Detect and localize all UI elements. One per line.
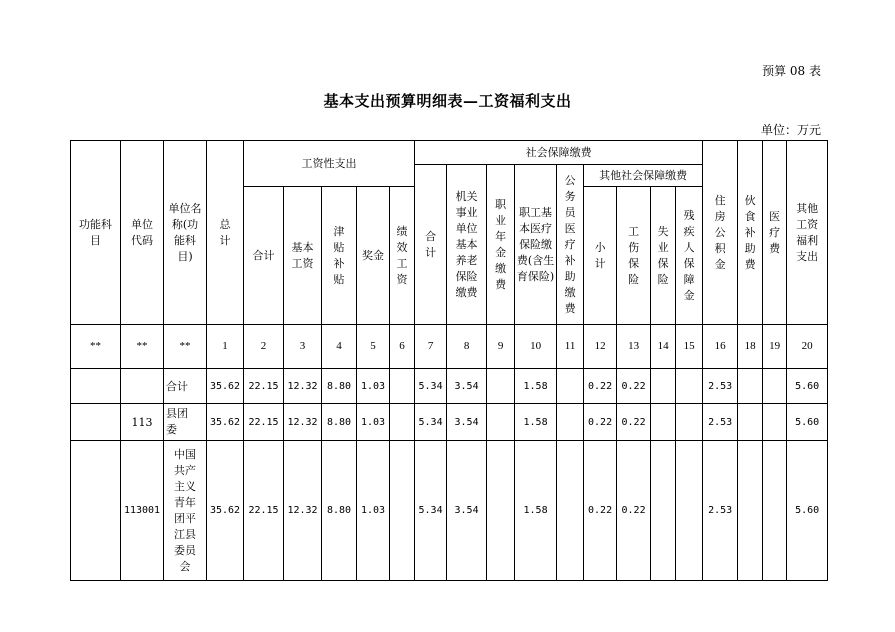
cell-value: 35.62 (207, 369, 244, 404)
cell-value: 8.80 (322, 404, 357, 441)
header-civil-medical: 公务员医疗补助缴费 (557, 165, 584, 325)
cell-value: 35.62 (207, 441, 244, 581)
index-cell: 13 (617, 325, 651, 369)
cell-value (557, 441, 584, 581)
index-row (71, 325, 828, 369)
cell-value (557, 369, 584, 404)
header-other-welfare: 其他工资福利支出 (787, 141, 828, 325)
cell-value: 5.34 (415, 441, 447, 581)
index-cell: 8 (447, 325, 487, 369)
header-total: 总计 (207, 141, 244, 325)
table-row-total (71, 369, 828, 404)
index-cell: 9 (487, 325, 515, 369)
cell-unit-code: 113001 (121, 441, 164, 581)
index-cell: ** (71, 325, 121, 369)
cell-value (763, 441, 787, 581)
header-other-subtotal: 小计 (584, 187, 617, 325)
cell-value: 0.22 (584, 404, 617, 441)
header-medical-fee: 医疗费 (763, 141, 787, 325)
index-cell: 15 (676, 325, 703, 369)
header-injury: 工伤保险 (617, 187, 651, 325)
cell-value: 0.22 (617, 404, 651, 441)
index-cell: 4 (322, 325, 357, 369)
cell-value: 1.03 (357, 369, 390, 404)
cell-value (390, 441, 415, 581)
index-cell: 19 (763, 325, 787, 369)
cell-value (390, 404, 415, 441)
cell-value: 0.22 (584, 441, 617, 581)
cell-value: 5.60 (787, 369, 828, 404)
cell-unit-code: 113 (121, 404, 164, 441)
cell-value (676, 369, 703, 404)
cell-value (763, 369, 787, 404)
index-cell: 5 (357, 325, 390, 369)
cell-value (651, 441, 676, 581)
cell-func-subject (71, 441, 121, 581)
header-wage-group: 工资性支出 (244, 141, 415, 187)
cell-value (487, 404, 515, 441)
cell-value: 5.60 (787, 441, 828, 581)
cell-value: 5.34 (415, 369, 447, 404)
table-row-org (71, 441, 828, 581)
page-title: 基本支出预算明细表—工资福利支出 (323, 92, 572, 110)
cell-unit-name: 合计 (164, 369, 207, 404)
header-performance: 绩效工资 (390, 187, 415, 325)
cell-value: 12.32 (284, 441, 322, 581)
cell-value (487, 369, 515, 404)
form-number: 预算 08 表 (762, 64, 821, 78)
cell-value (557, 404, 584, 441)
cell-value (676, 404, 703, 441)
cell-value: 1.58 (515, 369, 557, 404)
cell-value: 22.15 (244, 369, 284, 404)
header-unemployment: 失业保险 (651, 187, 676, 325)
cell-func-subject (71, 404, 121, 441)
index-cell: 20 (787, 325, 828, 369)
index-cell: 3 (284, 325, 322, 369)
cell-value: 2.53 (703, 369, 738, 404)
cell-value: 12.32 (284, 369, 322, 404)
header-func-subject: 功能科目 (71, 141, 121, 325)
cell-value: 35.62 (207, 404, 244, 441)
cell-value: 1.03 (357, 441, 390, 581)
index-cell: 18 (738, 325, 763, 369)
header-allowance: 津贴补贴 (322, 187, 357, 325)
index-cell: 12 (584, 325, 617, 369)
header-unit-name: 单位名称(功能科目) (164, 141, 207, 325)
index-cell: 11 (557, 325, 584, 369)
cell-value: 8.80 (322, 441, 357, 581)
index-cell: 2 (244, 325, 284, 369)
cell-value: 22.15 (244, 404, 284, 441)
cell-value: 2.53 (703, 404, 738, 441)
table-row-unit (71, 404, 828, 441)
header-meal: 伙食补助费 (738, 141, 763, 325)
index-cell: 14 (651, 325, 676, 369)
header-annuity: 职业年金缴费 (487, 165, 515, 325)
cell-value (676, 441, 703, 581)
header-basic-wage: 基本工资 (284, 187, 322, 325)
index-cell: 1 (207, 325, 244, 369)
header-social-total: 合计 (415, 165, 447, 325)
header-disability: 残疾人保障金 (676, 187, 703, 325)
cell-value: 12.32 (284, 404, 322, 441)
cell-value (738, 369, 763, 404)
cell-value: 5.34 (415, 404, 447, 441)
cell-unit-name: 县团委 (164, 404, 207, 441)
header-bonus: 奖金 (357, 187, 390, 325)
index-cell: 16 (703, 325, 738, 369)
cell-unit-code (121, 369, 164, 404)
header-medical: 职工基本医疗保险缴费(含生育保险) (515, 165, 557, 325)
cell-value (651, 404, 676, 441)
cell-unit-name: 中国共产主义青年团平江县委员会 (164, 441, 207, 581)
header-other-social-group: 其他社会保障缴费 (584, 165, 703, 187)
cell-value: 8.80 (322, 369, 357, 404)
budget-table (70, 140, 828, 581)
cell-value: 1.58 (515, 404, 557, 441)
index-cell: 10 (515, 325, 557, 369)
unit-label: 单位：万元 (760, 123, 821, 137)
cell-value (738, 404, 763, 441)
cell-value (763, 404, 787, 441)
cell-value (738, 441, 763, 581)
cell-value: 0.22 (584, 369, 617, 404)
header-housing: 住房公积金 (703, 141, 738, 325)
cell-value: 3.54 (447, 404, 487, 441)
cell-value: 5.60 (787, 404, 828, 441)
header-social-group: 社会保障缴费 (415, 141, 703, 165)
cell-value (390, 369, 415, 404)
header-pension: 机关事业单位基本养老保险缴费 (447, 165, 487, 325)
cell-value (651, 369, 676, 404)
cell-value: 22.15 (244, 441, 284, 581)
cell-value (487, 441, 515, 581)
cell-value: 3.54 (447, 441, 487, 581)
header-wage-total: 合计 (244, 187, 284, 325)
index-cell: ** (164, 325, 207, 369)
index-cell: 7 (415, 325, 447, 369)
cell-value: 3.54 (447, 369, 487, 404)
cell-value: 2.53 (703, 441, 738, 581)
header-unit-code: 单位代码 (121, 141, 164, 325)
cell-func-subject (71, 369, 121, 404)
cell-value: 0.22 (617, 441, 651, 581)
cell-value: 1.03 (357, 404, 390, 441)
index-cell: 6 (390, 325, 415, 369)
cell-value: 0.22 (617, 369, 651, 404)
index-cell: ** (121, 325, 164, 369)
cell-value: 1.58 (515, 441, 557, 581)
